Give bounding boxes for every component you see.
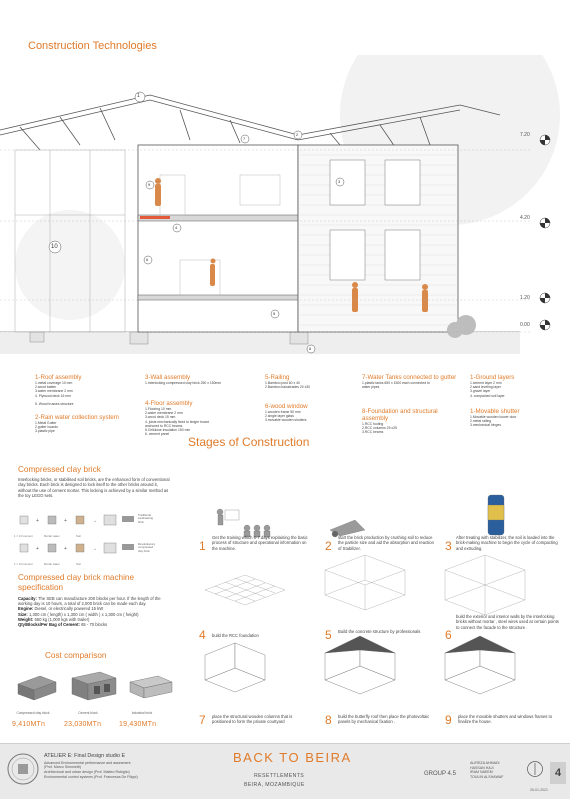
stage-text: build the exterior and interior walls by the interlocking bricks without mortar , steel wires used at certain points to connect the facade to the structure . [456,614,559,630]
project-location: BEIRA, MOZAMBIQUE [244,782,305,788]
spec-engine: Engine: Diesel, or electrically powered 15 kW [18,606,104,612]
legend-water-tanks [362,374,462,389]
stage-number: 7 [199,713,206,727]
legend-title: 7-Water Tanks connected to gutter [362,374,457,381]
legend-title: 1-Ground layers [470,374,515,381]
legend-title: 1-Roof assembly [35,374,82,381]
author-name: HASSAN HAJI [470,765,494,770]
section-marker: 2 [296,132,299,137]
stage-text: build the RCC foundation [212,633,259,638]
legend-desc: 1.Metal Gutter 2.gutter boards 3.plastic pipe [35,421,58,434]
legend-desc: 1.wooden frame 50 mm 2.single layer glass 3.movable wooden shutters [265,410,307,423]
stage-number: 8 [325,713,332,727]
page-number: 4 [550,762,566,784]
legend-desc: 1.Bamboo post 60 x 40 2.Bamboo balustrades 20 x30 [265,381,311,390]
level-label: 4.20 [520,215,530,221]
level-label: 1.20 [520,295,530,301]
cost-label: Cement block [78,711,98,715]
cost-price: 9,410MTn [12,721,46,728]
cost-label: Industrial brick [131,711,153,715]
cost-label: Compressed clay block [16,711,50,715]
svg-text:+: + [36,518,39,524]
level-label: 7.20 [520,132,530,138]
legend-wood-window [265,403,355,423]
legend-foundation [362,408,462,435]
north-arrow-icon [526,760,544,778]
legend-desc: 1.Flooring 10 mm 2.water membrane 2 mm 3.wood deck 15 mm 4. joists mechanically fixed to ledger board anchored to RCC beams 5.Cellulose insulation 150 mm 6. cement panel [145,407,209,437]
legend-title: 2-Rain water collection system [35,414,119,421]
diagram-label: Soil [76,534,81,538]
legend-title: 8-Foundation and structural assembly [362,408,438,422]
stage-number: 5 [325,628,332,642]
machine-heading: Compressed clay brick machine specification [18,573,135,592]
diagram-label: Soil [76,562,81,566]
legend-title: 4-Floor assembly [145,400,193,407]
legend-title: 5-Railing [265,374,290,381]
section-marker: 7 [243,136,246,141]
legend-desc: 1.metal coverage 10 mm 2.wood batten 3.water membrane 2 mm 4. Plywood deck 16 mm 5. Wood trusses structure [35,381,74,407]
level-label: 0.00 [520,322,530,328]
legend-roof-assembly [35,374,135,406]
spec-capacity: Capacity: The SEB can manufacture 200 blocks per hour. If the length of the working day is 10 hours, a total of 2,000 brick can be made each day. [18,596,161,607]
diagram-label: 1 = 1/3 cement [14,562,33,566]
author-names [470,761,503,779]
university-seal-icon [6,752,40,786]
legend-desc: 1.cement layer 2 mm 2.sand leveling layer 3.gravel layer 4. compacted soil layer [470,381,505,398]
stage-text: place the movable shutters and windows frames to finalize the house. [458,714,553,725]
legend-title: 6-wood window [265,403,308,410]
stage-text: Build the concrete structure by professionals [338,629,421,634]
svg-text:+: + [64,518,67,524]
project-subtitle: RESETTLEMENTS [254,773,305,779]
course-line: Architectural and urban design (Prof. Matteo Robiglio) [44,770,130,774]
author-name: ALIREZA AHMADI [470,761,500,765]
stage-text: start the brick production by crushing soil to reduce the particle size and aid the absorption and reaction of Stabilizer. [338,535,434,551]
brick-heading: Compressed clay brick [18,465,101,474]
diagram-label: Mortar water [44,534,60,538]
cost-price: 23,030MTn [64,721,102,728]
section-marker: 4 [175,225,178,230]
stage-number: 3 [445,539,452,553]
legend-desc: 1.Movable wooden louver door 2.metal railing 3.mechanical hinges [470,415,517,428]
section-marker: 8 [309,346,312,351]
legend-title: 1-Movable shutter [470,408,520,415]
page-title: Construction Technologies [28,40,157,52]
stage-text: After treating with stabilizer, the soil is loaded into the brick-making machine to begin the cycle of compacting and extruding. [456,535,558,551]
spec-weight: Weight: 550 kg (1,000 kgs with trailer) [18,616,90,622]
project-title: BACK TO BEIRA [233,750,352,765]
date: 26-01-2021 [530,788,548,792]
section-marker: 5 [273,311,276,316]
author-name: TOULIN ALSHAWAF [470,774,504,779]
atelier-title: ATELIER E: Final Design studio E [44,753,126,759]
section-marker: 9 [148,182,151,187]
legend-ground-layers [470,374,565,398]
legend-rain-water [35,414,135,434]
legend-movable-shutter [470,408,565,428]
legend-desc: 1.plastic tanks 650 x 1500 each connected to water pipes [362,381,430,390]
diagram-label: 1 = 1/3 cement [14,534,33,538]
svg-text:→: → [92,518,97,524]
author-name: IRAM NAEEM [470,770,493,775]
legend-desc: 1.Interlocking compressed clay brick 250 x 150mm [145,381,222,385]
cost-bricks-illustration [10,664,185,709]
legend-desc: 1.RCC footing 2.RCC columns 25 x25 3.RCC beams [362,422,397,435]
course-line: Advanced Environmental performance and assesment [44,761,131,765]
stage-number: 9 [445,713,452,727]
stage-number: 4 [199,628,206,642]
group-label: GROUP 4.5 [424,771,456,777]
diagram-label: Revolutionary compressed clay brick [138,542,156,553]
brick-description: Interlocking bricks, or stabilised soil bricks, are the enhanced form of conventional clay bricks. Each brick is designed to lock itself to the other bricks around it, without the use of cement mortar. This locking is achieved by a similar method as the toy LEGO sets. [18,477,170,499]
stage-text: place the structural wooden columns that is positioned to form the private courtyard [212,714,293,725]
legend-title: 3-Wall assembly [145,374,191,381]
building-section-drawing [0,55,570,365]
section-marker: 3 [338,179,341,184]
legend-floor-assembly [145,400,260,436]
stage-number: 6 [445,628,452,642]
stage-number: 1 [199,539,206,553]
svg-text:+: + [36,546,39,552]
section-marker: 6 [146,257,149,262]
stage-text: Get the training which 6-7 days explaining the basic process of structure and operational information on the machine. [212,535,308,551]
stage-text: build the butterfly roof then place the photovoltaic panels by mechanical fixation . [338,714,430,725]
course-line: (Prof. Marco Simonetti) [44,765,81,769]
svg-text:→: → [92,546,97,552]
spec-size: Size: 1,300 cm ( length) x 1,300 cm ( width ) x 1,300 cm ( height) [18,611,139,617]
legend-wall-assembly [145,374,260,385]
section-marker: 10 [51,244,58,250]
diagram-label: Traditional sandcasting brick [138,513,153,524]
spec-qty: Qty/Blocks/Per Bag of Cement: 65 - 70 blocks [18,622,108,628]
legend-railing [265,374,355,389]
svg-text:+: + [64,546,67,552]
stages-heading: Stages of Construction [188,435,310,449]
diagram-label: Mortar water [44,562,60,566]
cost-heading: Cost comparison [45,651,107,660]
course-line: Environmental control systems (Prof. Francesca De Filippi) [44,775,138,779]
stage-number: 2 [325,539,332,553]
section-marker: 1 [137,93,140,99]
machine-specs [18,596,176,627]
cost-price: 19,430MTn [119,721,157,728]
